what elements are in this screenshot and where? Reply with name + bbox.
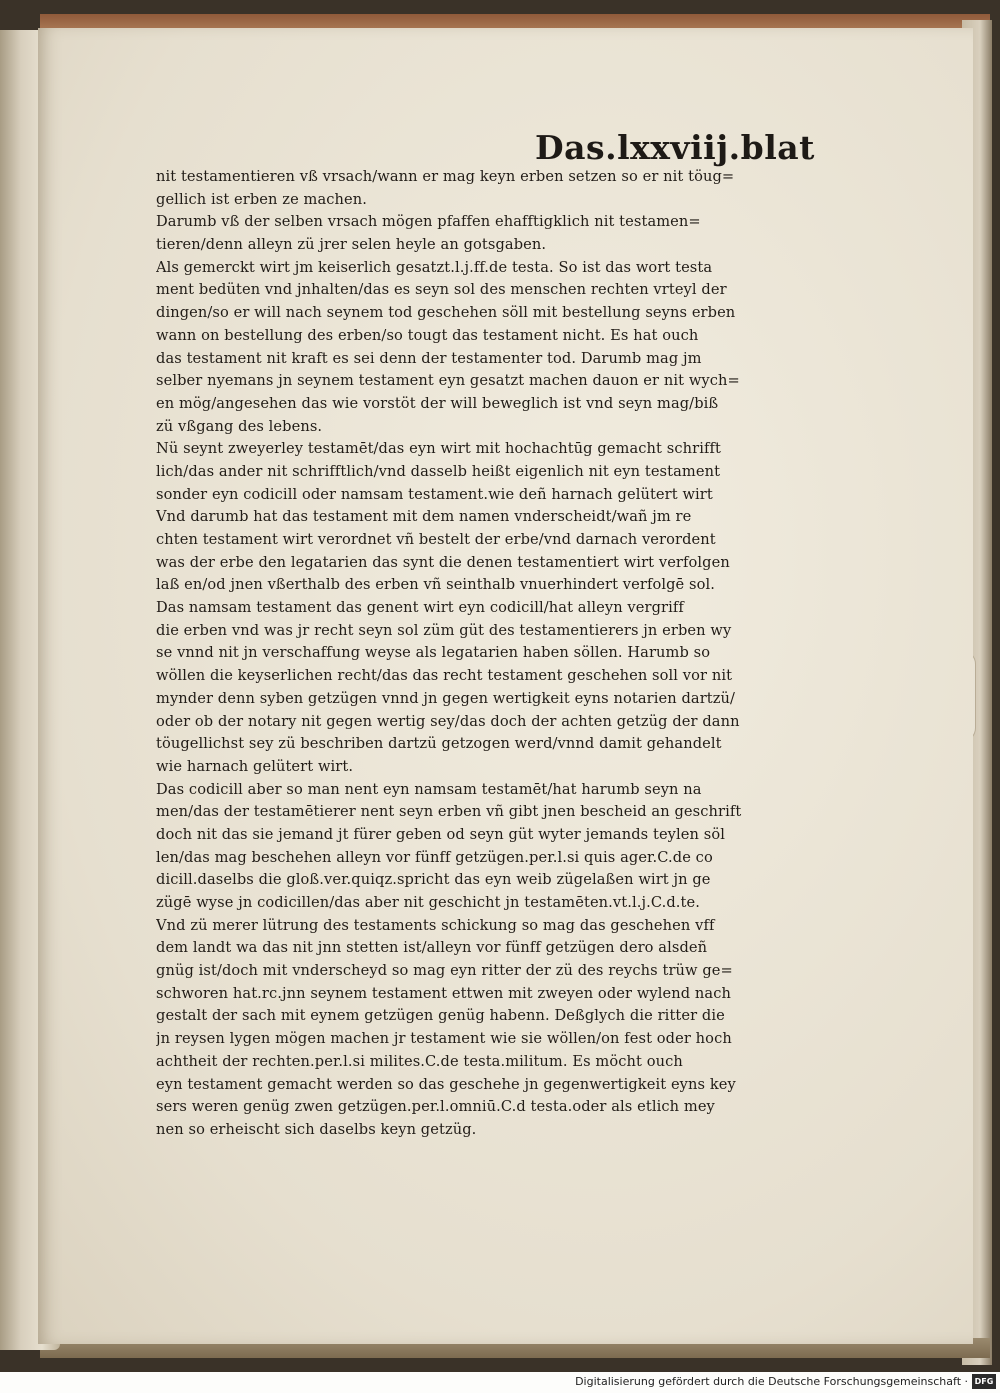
text-line: sers weren genüg zwen getzügen.per.l.omniū.C.d testa.oder als etlich mey xyxy=(156,1098,715,1116)
footer-credit: Digitalisierung gefördert durch die Deutsche Forschungsgemeinschaft · xyxy=(575,1375,968,1388)
text-line: sonder eyn codicill oder namsam testament.wie deñ harnach gelütert wirt xyxy=(156,485,713,503)
text-line: selber nyemans jn seynem testament eyn gesatzt machen dauon er nit wych= xyxy=(156,372,740,390)
text-line: dem landt wa das nit jnn stetten ist/alleyn vor fünff getzügen dero alsdeñ xyxy=(156,939,708,957)
text-line: ment bedüten vnd jnhalten/das es seyn sol des menschen rechten vrteyl der xyxy=(156,281,727,299)
text-line: wann on bestellung des erben/so tougt das testament nicht. Es hat ouch xyxy=(156,326,699,344)
text-line: nen so erheischt sich daselbs keyn getzüg. xyxy=(156,1120,477,1138)
text-line: laß en/od jnen vßerthalb des erben vñ seinthalb vnuerhindert verfolgē sol. xyxy=(156,576,716,594)
text-line: dicill.daselbs die gloß.ver.quiqz.spricht das eyn weib zügelaßen wirt jn ge xyxy=(156,871,711,889)
text-line: jn reysen lygen mögen machen jr testament wie sie wöllen/on fest oder hoch xyxy=(156,1030,732,1048)
text-line: schworen hat.rc.jnn seynem testament ettwen mit zweyen oder wylend nach xyxy=(156,984,732,1002)
text-line: Das namsam testament das genent wirt eyn codicill/hat alleyn vergriff xyxy=(156,599,684,617)
text-line: gellich ist erben ze machen. xyxy=(156,190,368,208)
text-line: das testament nit kraft es sei denn der testamenter tod. Darumb mag jm xyxy=(156,349,702,367)
text-line: doch nit das sie jemand jt fürer geben od seyn güt wyter jemands teylen söl xyxy=(156,825,726,843)
text-line: lich/das ander nit schrifftlich/vnd dasselb heißt eigenlich nit eyn testament xyxy=(156,462,721,480)
text-line: Als gemerckt wirt jm keiserlich gesatzt.l.j.ff.de testa. So ist das wort testa xyxy=(156,258,713,276)
text-line: gnüg ist/doch mit vnderscheyd so mag eyn ritter der zü des reychs trüw ge= xyxy=(156,962,733,980)
text-line: die erben vnd was jr recht seyn sol züm güt des testamentierers jn erben wy xyxy=(156,621,732,639)
text-line: wie harnach gelütert wirt. xyxy=(156,757,354,775)
text-line: len/das mag beschehen alleyn vor fünff getzügen.per.l.si quis ager.C.de co xyxy=(156,848,713,866)
text-line: Vnd zü merer lütrung des testaments schickung so mag das geschehen vff xyxy=(156,916,715,934)
text-line: wöllen die keyserlichen recht/das das recht testament geschehen soll vor nit xyxy=(156,667,733,685)
text-line: was der erbe den legatarien das synt die denen testamentiert wirt verfolgen xyxy=(156,553,730,571)
text-line: Nü seynt zweyerley testamēt/das eyn wirt mit hochachtūg gemacht schrifft xyxy=(156,440,721,458)
text-line: chten testament wirt verordnet vñ bestelt der erbe/vnd darnach verordent xyxy=(156,531,716,548)
text-line: Darumb vß der selben vrsach mögen pfaffen ehafftigklich nit testamen= xyxy=(156,213,701,231)
text-line: se vnnd nit jn verschaffung weyse als legatarien haben söllen. Harumb so xyxy=(156,644,711,662)
text-line: tieren/denn alleyn zü jrer selen heyle an gotsgaben. xyxy=(156,236,547,254)
text-line: zü vßgang des lebens. xyxy=(156,417,323,435)
text-line: eyn testament gemacht werden so das geschehe jn gegenwertigkeit eyns key xyxy=(156,1075,736,1093)
text-line: Vnd darumb hat das testament mit dem namen vnderscheidt/wañ jm re xyxy=(156,508,692,526)
text-line: achtheit der rechten.per.l.si milites.C.de testa.militum. Es möcht ouch xyxy=(156,1052,683,1070)
dfg-logo: DFG xyxy=(972,1374,996,1389)
text-line: mynder denn syben getzügen vnnd jn gegen wertigkeit eyns notarien dartzü/ xyxy=(156,689,736,707)
text-line: men/das der testamētierer nent seyn erben vñ gibt jnen bescheid an geschrift xyxy=(156,803,742,821)
text-line: dingen/so er will nach seynem tod geschehen söll mit bestellung seyns erben xyxy=(156,304,736,322)
folio-header: Das.lxxviij.blat xyxy=(535,128,815,167)
text-line: oder ob der notary nit gegen wertig sey/das doch der achten getzüg der dann xyxy=(156,712,740,730)
footer-bar xyxy=(0,1372,1000,1393)
text-line: töugellichst sey zü beschriben dartzü getzogen werd/vnnd damit gehandelt xyxy=(156,735,722,753)
text-block xyxy=(156,166,766,1142)
text-line: Das codicill aber so man nent eyn namsam testamēt/hat harumb seyn na xyxy=(156,780,702,798)
text-line: gestalt der sach mit eynem getzügen genüg habenn. Deßglych die ritter die xyxy=(156,1007,725,1025)
text-line: zügē wyse jn codicillen/das aber nit geschicht jn testamēten.vt.l.j.C.d.te. xyxy=(156,894,700,911)
text-line: nit testamentieren vß vrsach/wann er mag keyn erben setzen so er nit töug= xyxy=(156,168,735,185)
text-line: en mög/angesehen das wie vorstöt der will beweglich ist vnd seyn mag/biß xyxy=(156,394,719,412)
